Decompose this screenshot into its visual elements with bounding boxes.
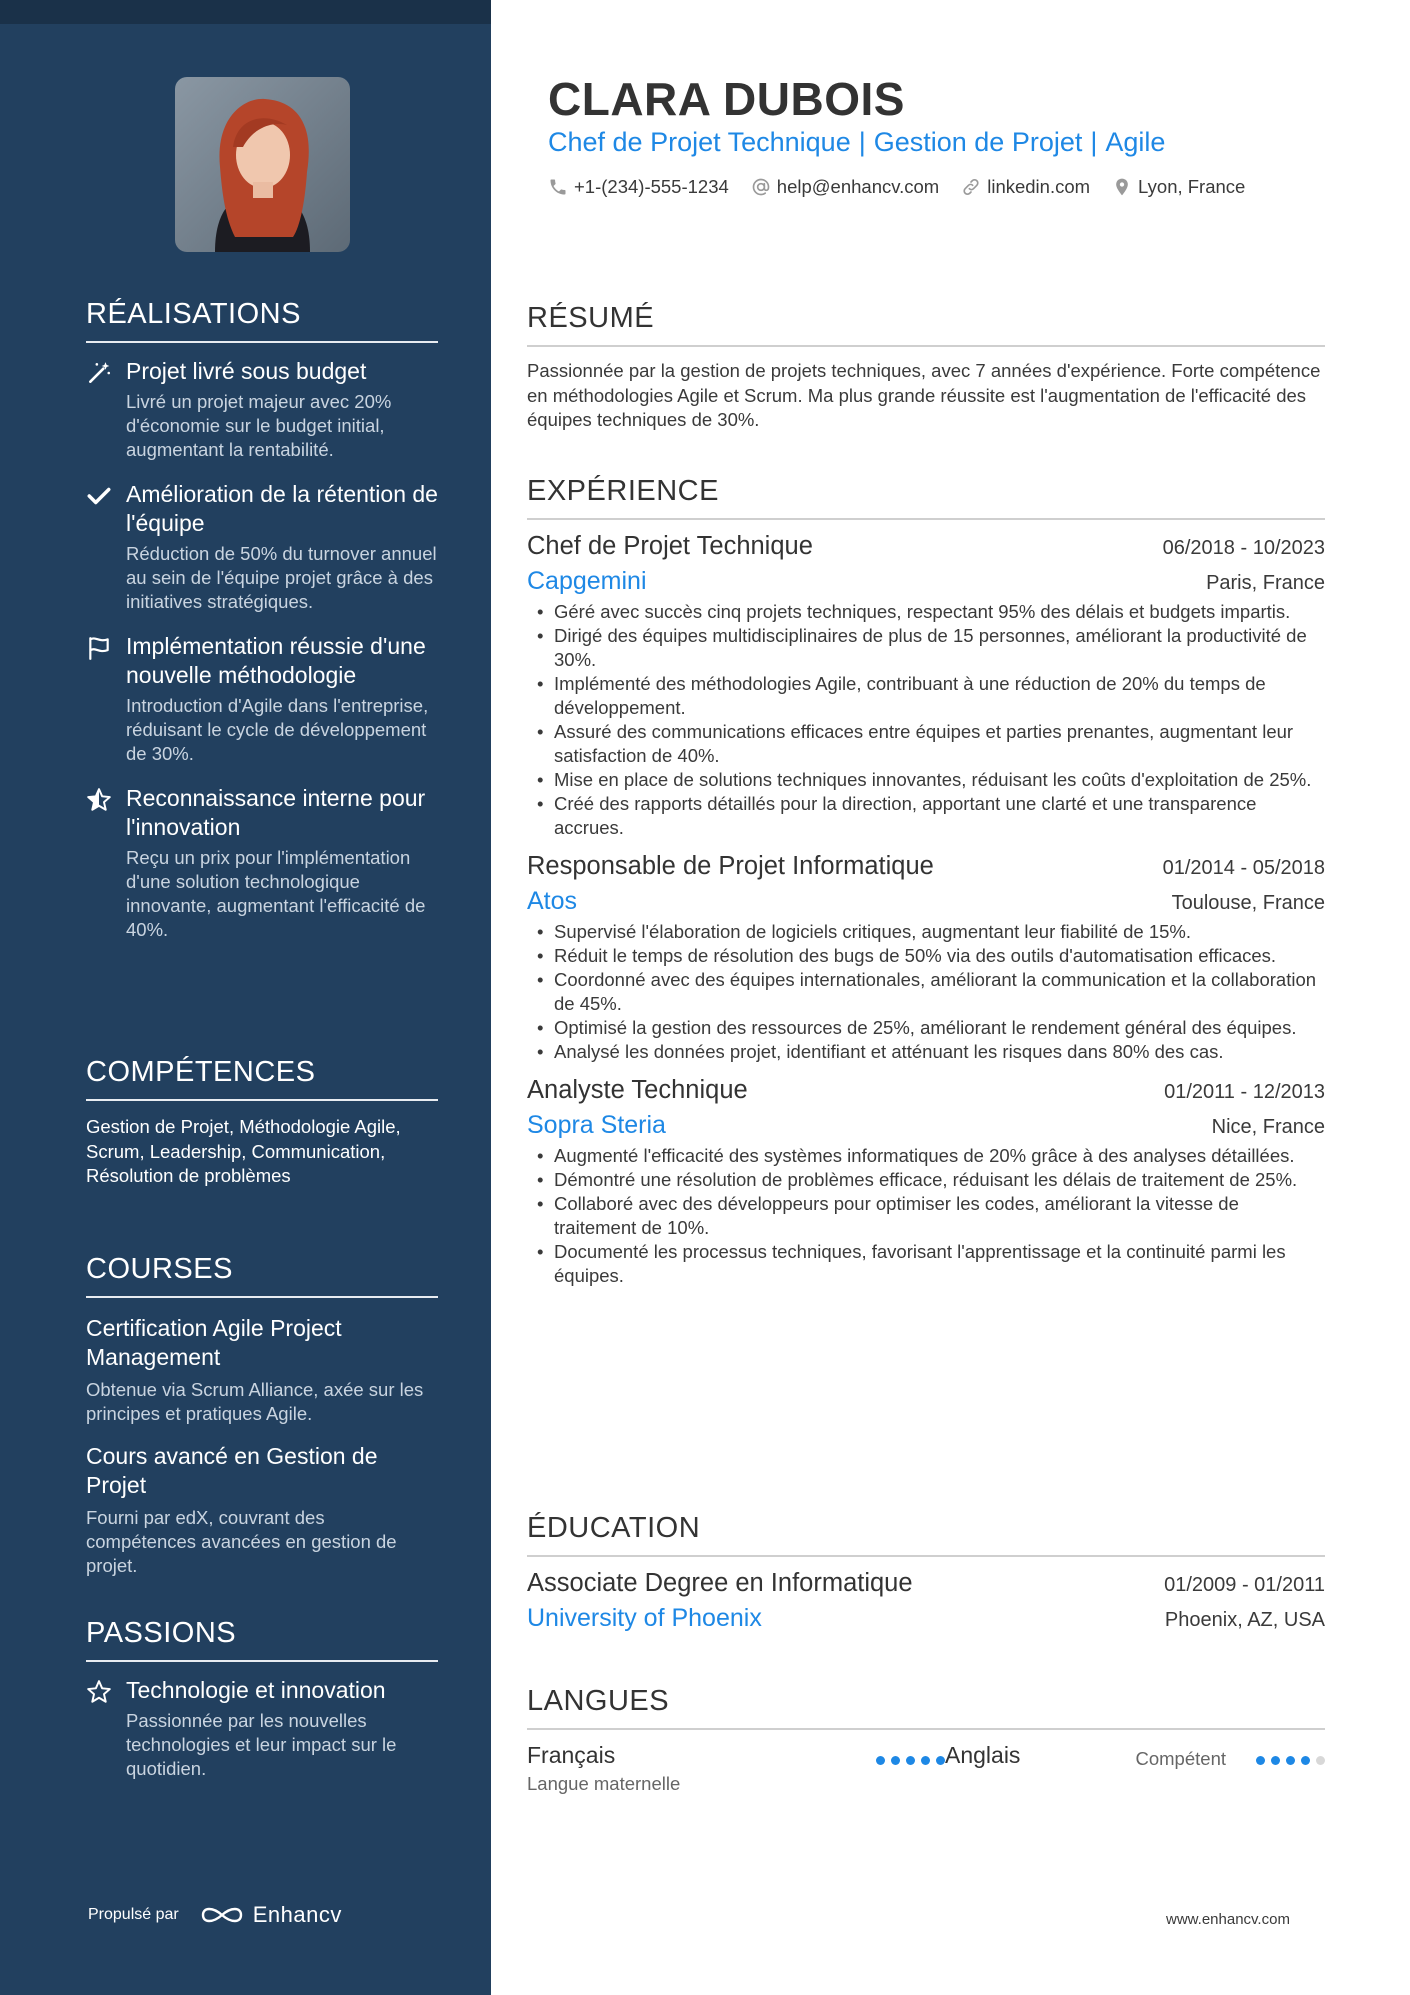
job-entry: [527, 532, 1325, 840]
summary-text: Passionnée par la gestion de projets techniques, avec 7 années d'expérience. Forte compétence en méthodologies Agile et Scrum. Ma plus grande réussite est l'augmentation de l'efficacité des équipes techniques de 30%.: [527, 360, 1321, 430]
languages-row: [527, 1742, 1325, 1795]
course-title: Cours avancé en Gestion de Projet: [86, 1443, 378, 1498]
checkmark-icon: [86, 483, 112, 509]
at-sign-icon: [751, 177, 771, 197]
job-bullet: • Dirigé des équipes multidisciplinaires de plus de 15 personnes, améliorant la productivité de 30%.: [527, 624, 1325, 672]
job-bullet: • Démontré une résolution de problèmes efficace, réduisant les délais de traitement de 25%.: [527, 1168, 1325, 1192]
rating-dot-filled: [1256, 1756, 1265, 1765]
job-bullet: • Mise en place de solutions techniques innovantes, réduisant les coûts d'exploitation de 25%.: [527, 768, 1325, 792]
education-entry: [527, 1569, 1325, 1633]
job-dates: 06/2018 - 10/2023: [1162, 537, 1325, 559]
footer-url[interactable]: www.enhancv.com: [1166, 1911, 1290, 1928]
language-name: Français: [527, 1742, 616, 1768]
course-item: [86, 1314, 438, 1426]
job-location: Paris, France: [1206, 572, 1325, 594]
title-separator: |: [858, 127, 866, 157]
title-part: Chef de Projet Technique: [548, 127, 851, 157]
candidate-name: CLARA DUBOIS: [548, 73, 905, 125]
language-item: [527, 1742, 945, 1795]
contact-phone[interactable]: [548, 176, 729, 198]
linkedin-text: linkedin.com: [987, 176, 1091, 197]
powered-by-label: Propulsé par: [88, 1906, 179, 1923]
skills-text: Gestion de Projet, Méthodologie Agile, Scrum, Leadership, Communication, Résolution de problèmes: [86, 1116, 401, 1186]
job-company: Sopra Steria: [527, 1111, 666, 1139]
education-degree: Associate Degree en Informatique: [527, 1569, 913, 1597]
language-level: Langue maternelle: [527, 1773, 681, 1794]
achievements-section: [86, 298, 438, 942]
star-half-icon: [86, 787, 112, 813]
title-part: Agile: [1105, 127, 1166, 157]
education-dates: 01/2009 - 01/2011: [1164, 1574, 1325, 1596]
course-item: [86, 1442, 438, 1578]
flag-icon: [86, 635, 112, 661]
passion-title: Technologie et innovation: [126, 1677, 386, 1703]
courses-heading: COURSES: [86, 1253, 438, 1298]
summary-heading: RÉSUMÉ: [527, 302, 1325, 347]
title-part: Gestion de Projet: [873, 127, 1083, 157]
job-bullet: • Réduit le temps de résolution des bugs de 50% via des outils d'automatisation efficaces.: [527, 944, 1325, 968]
passions-section: [86, 1617, 438, 1781]
rating-dot-empty: [1316, 1756, 1325, 1765]
skills-section: [86, 1056, 438, 1189]
rating-dot-filled: [876, 1756, 885, 1765]
job-bullet: • Coordonné avec des équipes internationales, améliorant la communication et la collaboration de 45%.: [527, 968, 1325, 1016]
powered-by: [88, 1902, 342, 1928]
passions-heading: PASSIONS: [86, 1617, 438, 1662]
job-bullets: [527, 920, 1325, 1064]
sidebar: [0, 0, 491, 1995]
contact-linkedin[interactable]: [961, 176, 1090, 198]
star-outline-icon: [86, 1679, 112, 1705]
contact-email[interactable]: [751, 176, 939, 198]
passion-desc: Passionnée par les nouvelles technologies et leur impact sur le quotidien.: [126, 1710, 397, 1779]
email-text: help@enhancv.com: [776, 176, 940, 197]
language-level: Compétent: [1135, 1748, 1226, 1769]
rating-dot-filled: [891, 1756, 900, 1765]
language-name: Anglais: [945, 1742, 1021, 1768]
rating-dot-filled: [906, 1756, 915, 1765]
job-role: Chef de Projet Technique: [527, 532, 813, 560]
achievements-heading: RÉALISATIONS: [86, 298, 438, 343]
achievement-title: Amélioration de la rétention de l'équipe: [126, 481, 438, 536]
job-bullet: • Documenté les processus techniques, favorisant l'apprentissage et la continuité parmi les équipes.: [527, 1240, 1325, 1288]
language-item: [945, 1742, 1325, 1770]
education-heading: ÉDUCATION: [527, 1512, 1325, 1557]
location-pin-icon: [1112, 177, 1132, 197]
skills-heading: COMPÉTENCES: [86, 1056, 438, 1101]
rating-dot-filled: [1271, 1756, 1280, 1765]
job-bullet: • Assuré des communications efficaces entre équipes et parties prenantes, augmentant leur satisfaction de 40%.: [527, 720, 1325, 768]
profile-photo: [175, 77, 350, 252]
link-icon: [961, 177, 981, 197]
contact-bar: [548, 176, 1245, 198]
rating-dot-filled: [936, 1756, 945, 1765]
job-bullet: • Géré avec succès cinq projets techniques, respectant 95% des délais et budgets impartis.: [527, 600, 1325, 624]
achievement-desc: Introduction d'Agile dans l'entreprise, réduisant le cycle de développement de 30%.: [126, 695, 429, 764]
achievement-title: Implémentation réussie d'une nouvelle méthodologie: [126, 633, 426, 688]
job-bullet: • Optimisé la gestion des ressources de 25%, améliorant le rendement général des équipes.: [527, 1016, 1325, 1040]
achievement-desc: Livré un projet majeur avec 20% d'économie sur le budget initial, augmentant la rentabilité.: [126, 391, 392, 460]
achievement-item: [86, 480, 438, 614]
job-dates: 01/2014 - 05/2018: [1162, 857, 1325, 879]
enhancv-brand[interactable]: Enhancv: [252, 1902, 342, 1927]
magic-wand-icon: [86, 360, 112, 386]
enhancv-logo-icon: [199, 1903, 245, 1927]
job-company: Atos: [527, 887, 578, 915]
achievement-item: [86, 784, 438, 942]
courses-section: [86, 1253, 438, 1578]
job-bullet: • Augmenté l'efficacité des systèmes informatiques de 20% grâce à des analyses détaillées.: [527, 1144, 1325, 1168]
phone-text: +1-(234)-555-1234: [574, 176, 729, 197]
rating-dot-filled: [921, 1756, 930, 1765]
job-bullet: • Créé des rapports détaillés pour la direction, apportant une clarté et une transparence accrues.: [527, 792, 1325, 840]
job-bullet: • Collaboré avec des développeurs pour optimiser les codes, améliorant la vitesse de traitement de 10%.: [527, 1192, 1325, 1240]
job-company: Capgemini: [527, 567, 647, 595]
job-role: Responsable de Projet Informatique: [527, 852, 934, 880]
job-bullet: • Analysé les données projet, identifiant et atténuant les risques dans 80% des cas.: [527, 1040, 1325, 1064]
job-bullet: • Supervisé l'élaboration de logiciels critiques, augmentant leur fiabilité de 15%.: [527, 920, 1325, 944]
course-title: Certification Agile Project Management: [86, 1315, 342, 1370]
contact-location: [1112, 176, 1245, 198]
language-rating: [1256, 1756, 1325, 1770]
course-desc: Fourni par edX, couvrant des compétences avancées en gestion de projet.: [86, 1507, 397, 1576]
job-role: Analyste Technique: [527, 1076, 748, 1104]
experience-section: [527, 475, 1325, 1288]
passion-item: [86, 1676, 438, 1781]
achievement-title: Reconnaissance interne pour l'innovation: [126, 785, 426, 840]
languages-heading: LANGUES: [527, 1685, 1325, 1730]
rating-dot-filled: [1301, 1756, 1310, 1765]
languages-section: [527, 1685, 1325, 1795]
achievement-item: [86, 357, 438, 462]
job-entry: [527, 852, 1325, 1064]
language-rating: [876, 1756, 945, 1795]
achievement-item: [86, 632, 438, 766]
experience-heading: EXPÉRIENCE: [527, 475, 1325, 520]
education-location: Phoenix, AZ, USA: [1164, 1609, 1325, 1631]
location-text: Lyon, France: [1138, 176, 1246, 197]
rating-dot-filled: [1286, 1756, 1295, 1765]
achievement-desc: Reçu un prix pour l'implémentation d'une solution technologique innovante, augmentant l'efficacité de 40%.: [126, 847, 426, 940]
job-bullet: • Implémenté des méthodologies Agile, contribuant à une réduction de 20% du temps de développement.: [527, 672, 1325, 720]
sidebar-top-bar: [0, 0, 491, 24]
education-section: [527, 1512, 1325, 1633]
course-desc: Obtenue via Scrum Alliance, axée sur les principes et pratiques Agile.: [86, 1379, 424, 1424]
job-dates: 01/2011 - 12/2013: [1164, 1081, 1325, 1103]
achievement-desc: Réduction de 50% du turnover annuel au sein de l'équipe projet grâce à des initiatives stratégiques.: [126, 543, 437, 612]
job-bullets: [527, 1144, 1325, 1288]
achievement-title: Projet livré sous budget: [126, 358, 367, 384]
education-school: University of Phoenix: [527, 1604, 762, 1632]
job-title: [548, 127, 1165, 158]
job-entry: [527, 1076, 1325, 1288]
title-separator: |: [1090, 127, 1098, 157]
job-location: Nice, France: [1211, 1116, 1325, 1138]
job-bullets: [527, 600, 1325, 840]
phone-icon: [548, 177, 568, 197]
job-location: Toulouse, France: [1171, 892, 1325, 914]
summary-section: [527, 302, 1325, 433]
